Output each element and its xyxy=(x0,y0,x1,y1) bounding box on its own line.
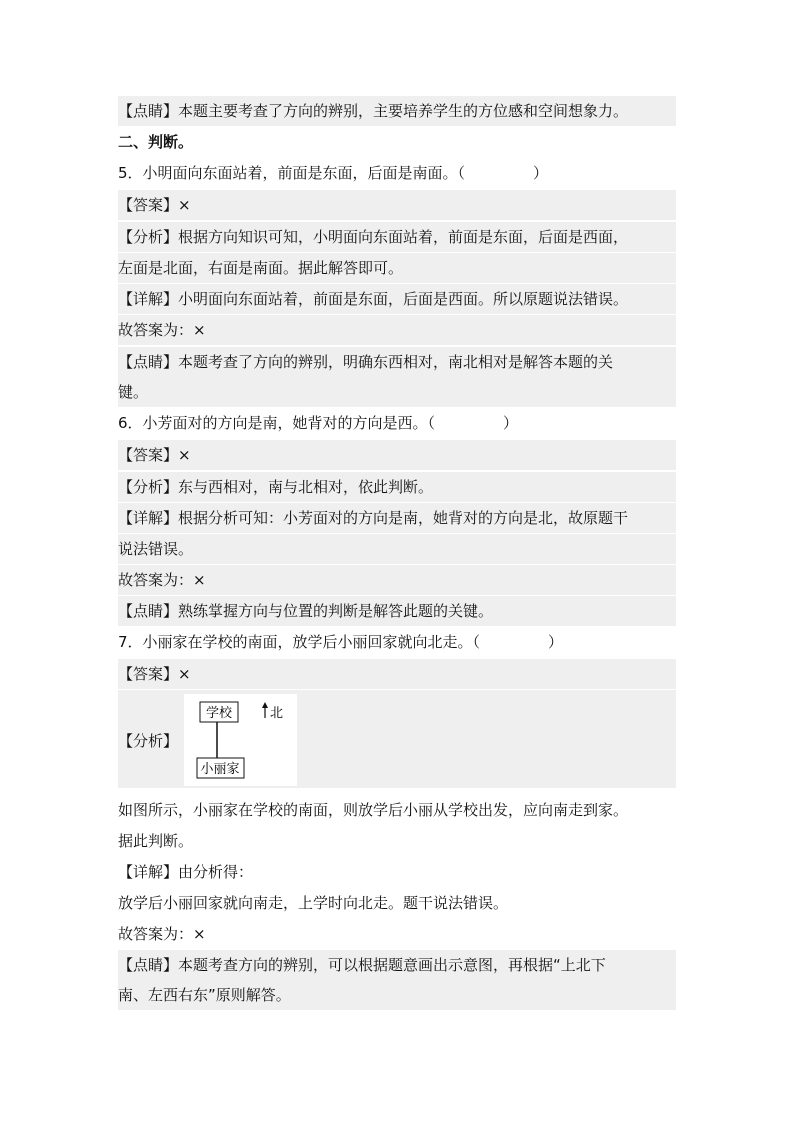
analysis-5-line2: 左面是北面，右面是南面。据此解答即可。 xyxy=(118,253,676,283)
direction-diagram xyxy=(184,694,297,786)
school-label: 学校 xyxy=(205,706,233,721)
home-label: 小丽家 xyxy=(200,762,240,777)
north-arrowhead-icon xyxy=(262,702,268,708)
question-5-close: ） xyxy=(533,164,549,182)
analysis-5-line1: 【分析】根据方向知识可知，小明面向东面站着，前面是东面，后面是西面， xyxy=(118,222,676,252)
answer-7: 【答案】× xyxy=(118,659,676,689)
question-6 xyxy=(118,408,676,438)
conclusion-6: 故答案为：× xyxy=(118,565,676,595)
analysis-7-label: 【分析】 xyxy=(118,732,179,750)
section-heading-judgement: 二、判断。 xyxy=(118,133,194,151)
pointer-note-7-line1: 【点睛】本题考查方向的辨别，可以根据题意画出示意图，再根据“上北下 xyxy=(118,950,676,980)
pointer-note-5-line1: 【点睛】本题考查了方向的辨别，明确东西相对，南北相对是解答本题的关 xyxy=(118,347,676,377)
north-label: 北 xyxy=(270,706,284,721)
question-7 xyxy=(118,627,676,657)
question-6-text: 6．小芳面对的方向是南，她背对的方向是西。（ xyxy=(118,414,436,432)
question-6-close: ） xyxy=(503,414,519,432)
pointer-note-7-line2: 南、左西右东”原则解答。 xyxy=(118,980,676,1010)
question-5 xyxy=(118,158,676,188)
question-5-text: 5．小明面向东面站着，前面是东面，后面是南面。（ xyxy=(118,164,466,182)
detail-6-line2: 说法错误。 xyxy=(118,534,676,564)
pointer-note-5-line2: 键。 xyxy=(118,377,676,407)
detail-5: 【详解】小明面向东面站着，前面是东面，后面是西面。所以原题说法错误。 xyxy=(118,284,676,314)
detail-6-line1: 【详解】根据分析可知：小芳面对的方向是南，她背对的方向是北，故原题干 xyxy=(118,503,676,533)
answer-5: 【答案】× xyxy=(118,190,676,220)
pointer-note-6: 【点睛】熟练掌握方向与位置的判断是解答此题的关键。 xyxy=(118,596,676,626)
conclusion-5: 故答案为：× xyxy=(118,315,676,345)
analysis-7-line2: 据此判断。 xyxy=(118,832,194,850)
pointer-note-4: 【点睛】本题主要考查了方向的辨别，主要培养学生的方位感和空间想象力。 xyxy=(118,96,676,126)
conclusion-7: 故答案为：× xyxy=(118,925,206,943)
detail-7-text: 放学后小丽回家就向南走，上学时向北走。题干说法错误。 xyxy=(118,894,509,912)
question-7-close: ） xyxy=(548,633,564,651)
analysis-6: 【分析】东与西相对，南与北相对，依此判断。 xyxy=(118,472,676,502)
analysis-7-line1: 如图所示，小丽家在学校的南面，则放学后小丽从学校出发，应向南走到家。 xyxy=(118,801,629,819)
detail-7-label: 【详解】由分析得： xyxy=(118,863,254,881)
question-7-text: 7．小丽家在学校的南面，放学后小丽回家就向北走。（ xyxy=(118,633,481,651)
answer-6: 【答案】× xyxy=(118,440,676,470)
direction-diagram-svg xyxy=(184,694,297,786)
